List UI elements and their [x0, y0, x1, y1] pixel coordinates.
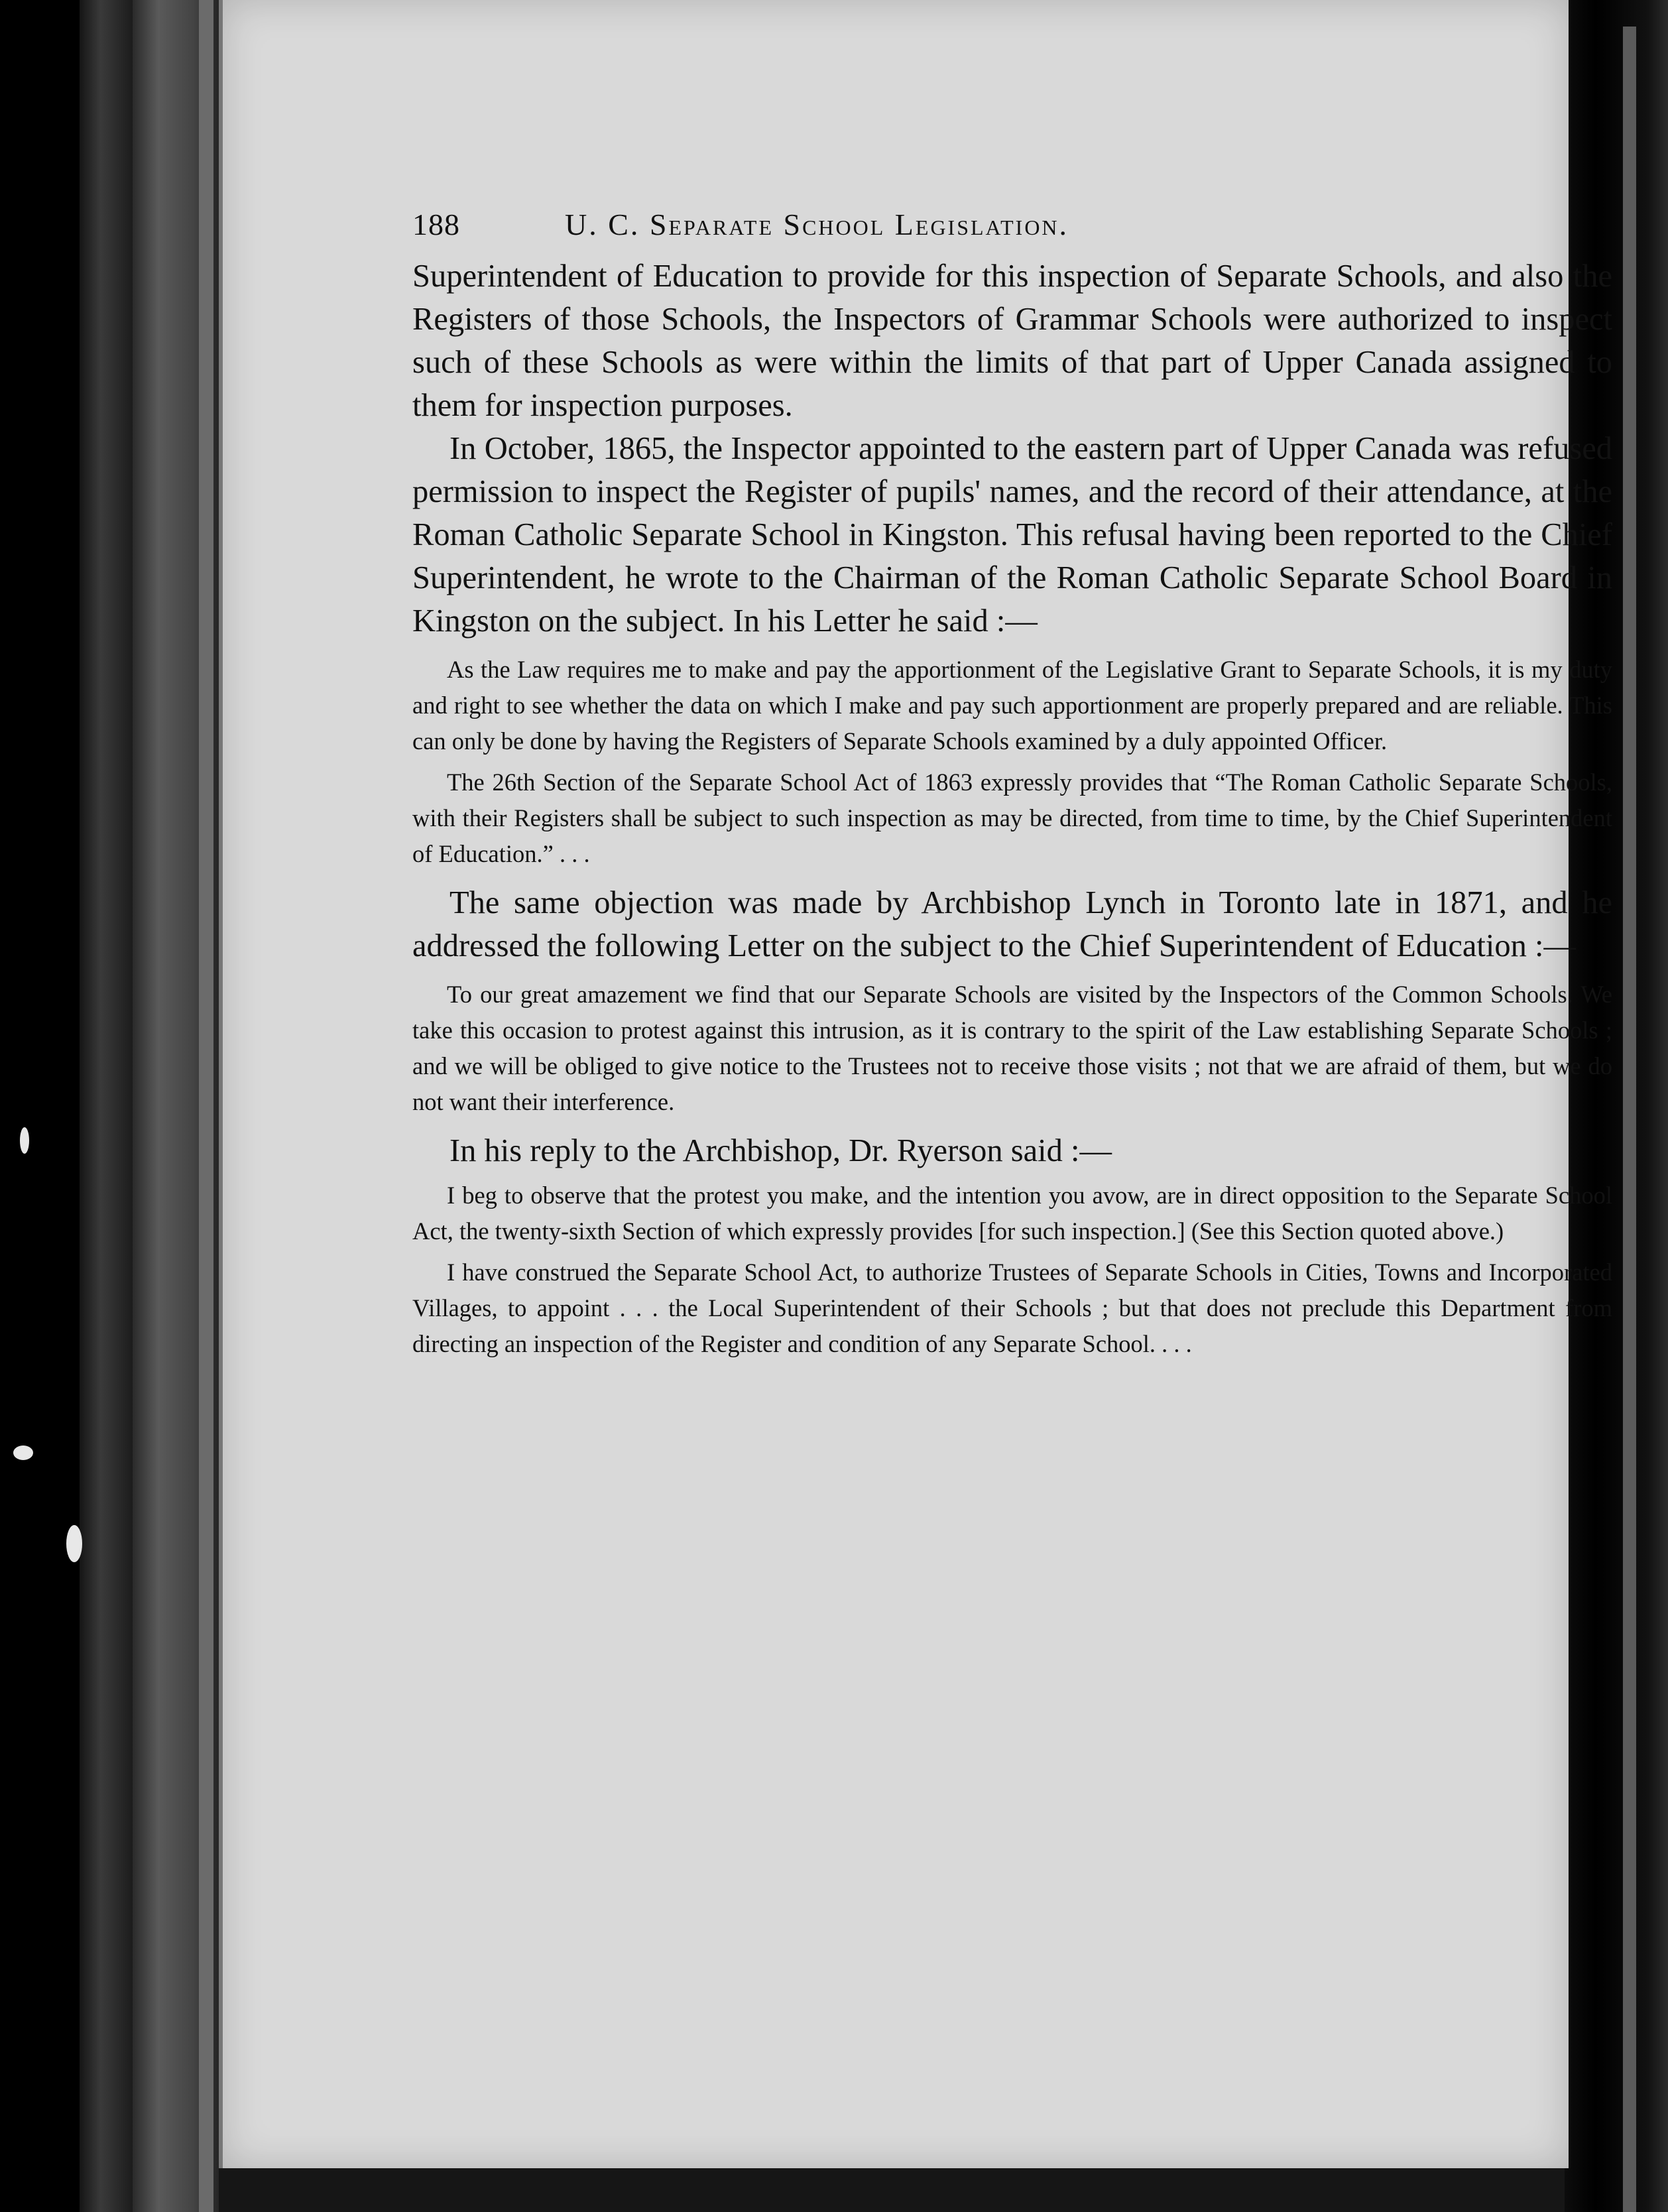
body-paragraph: In October, 1865, the Inspector appointed to the eastern part of Upper Canada was refused permission to inspect the Register of pupils' names, and the record of their attendance, at the Roman Catholic Separate School in Kingston. This refusal having been reported to the Chief Superintendent, he wrote to the Chairman of the Roman Catholic Separate School Board in Kingston on the subject. In his Letter he said :—	[412, 431, 1612, 639]
page-number: 188	[412, 208, 460, 241]
book-edge-outer	[80, 0, 133, 2212]
quoted-letter-paragraph: To our great amazement we find that our Separate Schools are visited by the Inspectors of the Common Schools. We take this occasion to protest against this intrusion, as it is contrary to the spirit of the Law establishing Separate Schools ; and we will be obliged to give notice to the Trustees not to receive those visits ; not that we are afraid of them, but we do not want their interference.	[412, 981, 1612, 1115]
quoted-letter-paragraph: As the Law requires me to make and pay the apportionment of the Legislative Grant to Separate Schools, it is my duty and right to see whether the data on which I make and pay such apportionment are properly prepared and are reliable. This can only be done by having the Registers of Separate Schools examined by a duly appointed Officer.	[412, 656, 1612, 755]
quoted-letter-paragraph: I beg to observe that the protest you make, and the intention you avow, are in direct opposition to the Separate School Act, the twenty-sixth Section of which expressly provides [for such inspection.] (See this Section quoted above.)	[412, 1182, 1612, 1245]
running-head-title: U. C. Separate School Legislation.	[565, 208, 1069, 241]
body-paragraph: In his reply to the Archbishop, Dr. Ryerson said :—	[449, 1133, 1112, 1168]
book-page	[219, 0, 1612, 2168]
adjacent-page-edge	[1623, 27, 1636, 2212]
page-bottom-shadow	[219, 2168, 1565, 2212]
body-paragraph: Superintendent of Education to provide for this inspection of Separate Schools, and also the Registers of those Schools, the Inspectors of Grammar Schools were authorized to inspect such of these Schools as were within the limits of that part of Upper Canada assigned to them for inspection purposes.	[412, 259, 1612, 423]
quoted-letter-paragraph: The 26th Section of the Separate School Act of 1863 expressly provides that “The Roman Catholic Separate Schools, with their Registers shall be subject to such inspection as may be directed, from time to time, by the Chief Superintendent of Education.” . . .	[412, 768, 1612, 867]
page-content	[412, 207, 1612, 1362]
scan-speck	[20, 1127, 29, 1154]
quoted-letter-paragraph: I have construed the Separate School Act, to authorize Trustees of Separate Schools in Cities, Towns and Incorporated Villages, to appoint . . . the Local Superintendent of their Schools ; but that does not preclude this Department from directing an inspection of the Register and condition of any Separate School. . . .	[412, 1259, 1612, 1357]
book-spine	[199, 0, 213, 2212]
body-paragraph: The same objection was made by Archbishop Lynch in Toronto late in 1871, and he addressed the following Letter on the subject to the Chief Superintendent of Education :—	[412, 885, 1612, 963]
running-head	[412, 207, 1612, 255]
scan-speck	[13, 1445, 33, 1460]
scan-speck	[66, 1525, 82, 1562]
